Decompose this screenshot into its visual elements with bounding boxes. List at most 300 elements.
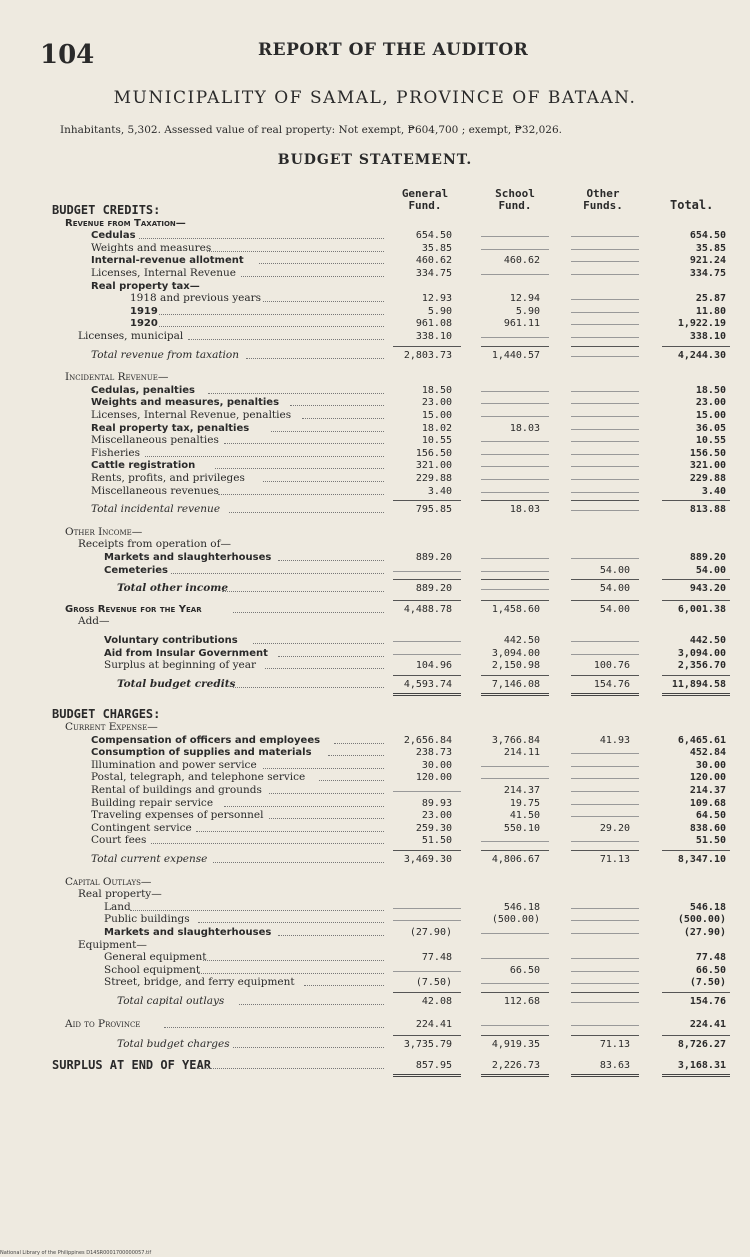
row-label: Miscellaneous revenues xyxy=(91,484,219,497)
row-label: Court fees xyxy=(91,834,147,847)
empty-cell-rule xyxy=(393,971,461,972)
total-value: 156.50 xyxy=(689,447,726,459)
budget-row xyxy=(0,459,750,472)
leader-dots xyxy=(224,443,384,444)
row-label: Total current expense xyxy=(91,853,208,865)
sum-rule xyxy=(393,850,461,851)
row-label: Total budget charges xyxy=(117,1038,230,1051)
school-fund-value: 442.50 xyxy=(503,635,540,646)
row-label: Total incidental revenue xyxy=(91,503,221,516)
row-label: Other Income— xyxy=(65,525,143,538)
leader-dots xyxy=(265,668,384,669)
scan-footer: National Library of the Philippines D14SR0001700000057.tif xyxy=(0,1250,152,1256)
leader-dots xyxy=(278,935,384,936)
row-label: BUDGET CHARGES: xyxy=(52,707,161,722)
leader-dots xyxy=(263,301,384,302)
sum-rule xyxy=(481,579,549,580)
budget-row xyxy=(0,371,750,384)
total-value: 77.48 xyxy=(695,952,726,964)
row-label: Consumption of supplies and materials xyxy=(91,747,312,759)
total-value: (500.00) xyxy=(677,914,726,926)
sum-rule xyxy=(393,675,461,676)
empty-cell-rule xyxy=(571,403,639,404)
general-fund-value: 460.62 xyxy=(415,255,452,267)
empty-cell-rule xyxy=(393,920,461,921)
budget-row xyxy=(0,659,750,672)
general-fund-value: 238.73 xyxy=(415,747,452,759)
row-label: Markets and slaughterhouses xyxy=(104,552,272,563)
row-label: Compensation of officers and employees xyxy=(91,734,321,746)
sum-rule xyxy=(662,600,730,601)
empty-cell-rule xyxy=(571,441,639,442)
total-value: 943.20 xyxy=(689,583,726,595)
empty-cell-rule xyxy=(571,356,639,357)
sum-rule xyxy=(571,579,639,580)
budget-row xyxy=(0,678,750,691)
double-rule xyxy=(393,693,461,696)
leader-dots xyxy=(159,326,384,327)
row-label: Markets and slaughterhouses xyxy=(104,927,272,938)
total-value: 64.50 xyxy=(695,810,726,822)
empty-cell-rule xyxy=(481,274,549,275)
sum-rule xyxy=(393,1035,461,1036)
empty-cell-rule xyxy=(571,261,639,262)
general-fund-value: 3.40 xyxy=(427,485,452,497)
row-label: Aid to Province xyxy=(65,1017,141,1030)
leader-dots xyxy=(319,780,384,781)
total-value: 3,094.00 xyxy=(677,647,726,659)
double-rule xyxy=(481,693,549,696)
total-value: 35.85 xyxy=(695,242,726,254)
empty-cell-rule xyxy=(393,791,461,792)
row-label: Postal, telegraph, and telephone service xyxy=(91,771,306,784)
school-fund-value: 4,919.35 xyxy=(491,1039,540,1051)
sum-rule xyxy=(662,992,730,993)
general-fund-value: 961.08 xyxy=(415,318,452,330)
row-label: Current Expense— xyxy=(65,721,158,733)
school-fund-value: 3,094.00 xyxy=(491,647,540,659)
school-fund-value: 2,226.73 xyxy=(491,1059,540,1071)
row-label: BUDGET CREDITS: xyxy=(52,203,161,217)
row-label: Weights and measures xyxy=(91,241,212,254)
row-label: SURPLUS AT END OF YEAR xyxy=(52,1057,211,1072)
empty-cell-rule xyxy=(571,429,639,430)
row-label: Total capital outlays xyxy=(117,995,225,1007)
school-fund-value: 112.68 xyxy=(503,996,540,1007)
sum-rule xyxy=(481,992,549,993)
empty-cell-rule xyxy=(393,641,461,642)
empty-cell-rule xyxy=(481,236,549,237)
budget-row xyxy=(0,551,750,564)
row-label: Land xyxy=(104,900,131,913)
empty-cell-rule xyxy=(481,589,549,590)
empty-cell-rule xyxy=(571,466,639,467)
school-fund-value: 18.03 xyxy=(509,422,540,434)
school-fund-value: 1,458.60 xyxy=(491,603,540,615)
empty-cell-rule xyxy=(481,466,549,467)
leader-dots xyxy=(233,1047,384,1048)
total-value: 51.50 xyxy=(695,835,726,847)
empty-cell-rule xyxy=(571,558,639,559)
empty-cell-rule xyxy=(571,492,639,493)
school-fund-value: 7,146.08 xyxy=(491,678,540,690)
leader-dots xyxy=(222,591,384,592)
leader-dots xyxy=(233,612,384,613)
empty-cell-rule xyxy=(571,958,639,959)
budget-row xyxy=(0,292,750,305)
general-fund-value: 4,488.78 xyxy=(403,603,452,615)
leader-dots xyxy=(164,1027,385,1028)
row-label: Licenses, municipal xyxy=(78,330,184,342)
leader-dots xyxy=(203,960,384,961)
budget-row xyxy=(0,647,750,660)
empty-cell-rule xyxy=(571,933,639,934)
school-fund-value: 19.75 xyxy=(509,797,540,809)
budget-row xyxy=(0,384,750,397)
total-value: 6,001.38 xyxy=(677,603,726,615)
row-label: Aid from Insular Government xyxy=(104,647,268,659)
budget-row xyxy=(0,797,750,810)
municipality-title: MUNICIPALITY OF SAMAL, PROVINCE OF BATAAN. xyxy=(113,88,637,108)
empty-cell-rule xyxy=(571,324,639,325)
sum-rule xyxy=(571,1035,639,1036)
row-label: Voluntary contributions xyxy=(104,635,238,646)
total-value: 546.18 xyxy=(689,901,726,913)
budget-row xyxy=(0,771,750,784)
budget-row xyxy=(0,834,750,847)
budget-row xyxy=(0,434,750,447)
school-fund-value: 460.62 xyxy=(503,255,540,267)
budget-row xyxy=(0,280,750,293)
leader-dots xyxy=(196,831,384,832)
sum-rule xyxy=(571,675,639,676)
total-value: 224.41 xyxy=(689,1018,726,1030)
sum-rule xyxy=(662,850,730,851)
general-fund-value: 12.93 xyxy=(421,293,452,305)
budget-row xyxy=(0,964,750,977)
budget-row xyxy=(0,634,750,647)
leader-dots xyxy=(278,560,384,561)
leader-dots xyxy=(263,768,384,769)
empty-cell-rule xyxy=(481,479,549,480)
general-fund-value: (7.50) xyxy=(415,977,452,989)
empty-cell-rule xyxy=(393,654,461,655)
running-head: REPORT OF THE AUDITOR xyxy=(258,40,529,60)
school-fund-value: 18.03 xyxy=(509,504,540,516)
total-value: 6,465.61 xyxy=(677,734,726,746)
budget-row xyxy=(0,582,750,595)
empty-cell-rule xyxy=(571,983,639,984)
budget-row xyxy=(0,809,750,822)
row-label: Licenses, Internal Revenue xyxy=(91,267,236,279)
leader-dots xyxy=(198,922,384,923)
row-label: Real property tax— xyxy=(91,280,200,292)
leader-dots xyxy=(269,818,384,819)
row-label: Building repair service xyxy=(91,796,214,809)
inhabitants-line: Inhabitants, 5,302. Assessed value of real property: Not exempt, ₱604,700 ; exempt, ₱32,026. xyxy=(60,124,562,136)
column-header-general: General Fund. xyxy=(401,187,449,212)
row-label: Incidental Revenue— xyxy=(65,371,169,384)
general-fund-value: 15.00 xyxy=(421,410,452,421)
total-value: 214.37 xyxy=(689,785,726,796)
school-fund-value: 66.50 xyxy=(509,964,540,976)
leader-dots xyxy=(263,481,384,482)
school-fund-value: 12.94 xyxy=(509,293,540,305)
total-value: 154.76 xyxy=(689,996,726,1007)
empty-cell-rule xyxy=(571,1025,639,1026)
empty-cell-rule xyxy=(571,753,639,754)
total-value: 654.50 xyxy=(689,230,726,242)
general-fund-value: 42.08 xyxy=(421,996,452,1007)
row-label: Cemeteries xyxy=(104,564,168,576)
row-label: Add— xyxy=(78,615,110,628)
empty-cell-rule xyxy=(481,441,549,442)
row-label: Miscellaneous penalties xyxy=(91,434,219,447)
empty-cell-rule xyxy=(571,920,639,921)
total-value: 813.88 xyxy=(689,504,726,516)
budget-row xyxy=(0,784,750,797)
leader-dots xyxy=(215,468,384,469)
row-label: Total budget credits xyxy=(117,677,236,690)
empty-cell-rule xyxy=(571,654,639,655)
empty-cell-rule xyxy=(571,416,639,417)
total-value: 36.05 xyxy=(695,422,726,434)
school-fund-value: 2,150.98 xyxy=(491,660,540,672)
row-label: 1918 and previous years xyxy=(130,292,262,305)
page-number: 104 xyxy=(40,40,95,70)
empty-cell-rule xyxy=(481,841,549,842)
row-label: 1920 xyxy=(130,318,158,330)
budget-row xyxy=(0,615,750,628)
sum-rule xyxy=(662,346,730,347)
general-fund-value: 51.50 xyxy=(421,835,452,847)
empty-cell-rule xyxy=(481,766,549,767)
budget-row xyxy=(0,305,750,318)
budget-row xyxy=(0,1018,750,1031)
other-funds-value: 54.00 xyxy=(599,583,630,595)
row-label: Surplus at beginning of year xyxy=(104,659,257,672)
school-fund-value: 1,440.57 xyxy=(491,349,540,361)
leader-dots xyxy=(198,973,384,974)
row-label: Licenses, Internal Revenue, penalties xyxy=(91,409,292,421)
total-value: 23.00 xyxy=(695,397,726,409)
total-value: 15.00 xyxy=(695,410,726,421)
empty-cell-rule xyxy=(571,804,639,805)
empty-cell-rule xyxy=(481,778,549,779)
budget-row xyxy=(0,1038,750,1051)
empty-cell-rule xyxy=(481,492,549,493)
budget-row xyxy=(0,564,750,577)
other-funds-value: 71.13 xyxy=(599,1039,630,1051)
budget-row xyxy=(0,708,750,721)
sum-rule xyxy=(481,346,549,347)
row-label: Internal-revenue allotment xyxy=(91,255,244,267)
budget-row xyxy=(0,746,750,759)
row-label: Total other income xyxy=(117,582,229,595)
empty-cell-rule xyxy=(481,933,549,934)
leader-dots xyxy=(218,494,384,495)
total-value: 120.00 xyxy=(689,772,726,784)
row-label: Cedulas, penalties xyxy=(91,384,195,396)
general-fund-value: 89.93 xyxy=(421,797,452,809)
sum-rule xyxy=(393,992,461,993)
general-fund-value: 334.75 xyxy=(415,268,452,279)
empty-cell-rule xyxy=(571,766,639,767)
sum-rule xyxy=(571,600,639,601)
total-value: 3,168.31 xyxy=(677,1059,726,1071)
budget-row xyxy=(0,1059,750,1072)
general-fund-value: 156.50 xyxy=(415,447,452,459)
budget-row xyxy=(0,349,750,362)
budget-row xyxy=(0,330,750,343)
column-header-other: Other Funds. xyxy=(583,187,623,212)
empty-cell-rule xyxy=(481,571,549,572)
empty-cell-rule xyxy=(571,908,639,909)
general-fund-value: 857.95 xyxy=(415,1059,452,1071)
row-label: Street, bridge, and ferry equipment xyxy=(104,976,295,989)
school-fund-value: 4,806.67 xyxy=(491,854,540,865)
sum-rule xyxy=(662,1035,730,1036)
empty-cell-rule xyxy=(481,416,549,417)
budget-row xyxy=(0,254,750,267)
total-value: 11.80 xyxy=(695,305,726,317)
other-funds-value: 54.00 xyxy=(599,564,630,576)
row-label: Fisheries xyxy=(91,446,140,459)
budget-row xyxy=(0,217,750,230)
empty-cell-rule xyxy=(571,841,639,842)
row-label: Total revenue from taxation xyxy=(91,348,239,361)
budget-row xyxy=(0,822,750,835)
sum-rule xyxy=(393,500,461,501)
total-value: (27.90) xyxy=(683,927,726,938)
leader-dots xyxy=(171,573,384,574)
empty-cell-rule xyxy=(571,312,639,313)
empty-cell-rule xyxy=(571,778,639,779)
general-fund-value: 120.00 xyxy=(415,772,452,784)
school-fund-value: (500.00) xyxy=(491,914,540,926)
budget-row xyxy=(0,901,750,914)
empty-cell-rule xyxy=(481,958,549,959)
other-funds-value: 54.00 xyxy=(599,603,630,615)
empty-cell-rule xyxy=(571,1002,639,1003)
row-label: Receipts from operation of— xyxy=(78,538,232,551)
total-value: 229.88 xyxy=(689,473,726,484)
row-label: General equipment xyxy=(104,951,207,964)
total-value: 18.50 xyxy=(695,384,726,396)
leader-dots xyxy=(334,743,384,744)
general-fund-value: 104.96 xyxy=(415,660,452,672)
row-label: Equipment— xyxy=(78,938,147,951)
budget-row xyxy=(0,913,750,926)
leader-dots xyxy=(213,862,384,863)
general-fund-value: 23.00 xyxy=(421,397,452,409)
general-fund-value: 321.00 xyxy=(415,460,452,472)
empty-cell-rule xyxy=(571,791,639,792)
total-value: 25.87 xyxy=(695,293,726,305)
total-value: 54.00 xyxy=(695,564,726,576)
budget-row xyxy=(0,503,750,516)
empty-cell-rule xyxy=(571,391,639,392)
sum-rule xyxy=(662,500,730,501)
budget-row xyxy=(0,876,750,889)
row-label: Contingent service xyxy=(91,821,192,834)
row-label: Capital Outlays— xyxy=(65,875,152,888)
empty-cell-rule xyxy=(571,479,639,480)
total-value: 334.75 xyxy=(689,268,726,279)
row-label: Rental of buildings and grounds xyxy=(91,784,262,796)
total-value: 2,356.70 xyxy=(677,660,726,672)
leader-dots xyxy=(224,806,384,807)
total-value: 442.50 xyxy=(689,635,726,646)
budget-row xyxy=(0,242,750,255)
leader-dots xyxy=(145,456,384,457)
general-fund-value: 18.02 xyxy=(421,422,452,434)
total-value: 921.24 xyxy=(689,255,726,267)
leader-dots xyxy=(269,793,384,794)
general-fund-value: (27.90) xyxy=(409,927,452,938)
general-fund-value: 795.85 xyxy=(415,504,452,516)
total-value: 3.40 xyxy=(701,485,726,497)
double-rule xyxy=(571,1074,639,1077)
budget-row xyxy=(0,603,750,616)
leader-dots xyxy=(271,431,384,432)
budget-row xyxy=(0,317,750,330)
leader-dots xyxy=(208,393,384,394)
sum-rule xyxy=(481,1035,549,1036)
general-fund-value: 338.10 xyxy=(415,331,452,342)
budget-row xyxy=(0,447,750,460)
school-fund-value: 546.18 xyxy=(503,901,540,913)
general-fund-value: 30.00 xyxy=(421,759,452,771)
sum-rule xyxy=(481,600,549,601)
sum-rule xyxy=(662,675,730,676)
empty-cell-rule xyxy=(571,236,639,237)
other-funds-value: 71.13 xyxy=(599,854,630,865)
leader-dots xyxy=(290,405,384,406)
other-funds-value: 41.93 xyxy=(599,734,630,746)
other-funds-value: 154.76 xyxy=(593,678,630,690)
leader-dots xyxy=(241,276,384,277)
budget-row xyxy=(0,538,750,551)
budget-row xyxy=(0,759,750,772)
leader-dots xyxy=(278,656,384,657)
empty-cell-rule xyxy=(571,337,639,338)
total-value: 889.20 xyxy=(689,552,726,563)
column-header-total: Total. xyxy=(670,198,714,212)
general-fund-value: 23.00 xyxy=(421,810,452,822)
sum-rule xyxy=(393,346,461,347)
leader-dots xyxy=(233,687,384,688)
sum-rule xyxy=(571,992,639,993)
double-rule xyxy=(393,1074,461,1077)
sum-rule xyxy=(662,579,730,580)
budget-row xyxy=(0,853,750,866)
school-fund-value: 41.50 xyxy=(509,810,540,822)
budget-row xyxy=(0,485,750,498)
general-fund-value: 35.85 xyxy=(421,242,452,254)
school-fund-value: 5.90 xyxy=(515,305,540,317)
empty-cell-rule xyxy=(481,1025,549,1026)
row-label: Revenue from Taxation— xyxy=(65,217,186,229)
general-fund-value: 3,735.79 xyxy=(403,1039,452,1051)
budget-row xyxy=(0,526,750,539)
general-fund-value: 3,469.30 xyxy=(403,854,452,865)
total-value: 30.00 xyxy=(695,759,726,771)
empty-cell-rule xyxy=(571,510,639,511)
general-fund-value: 5.90 xyxy=(427,305,452,317)
total-value: 1,922.19 xyxy=(677,318,726,330)
other-funds-value: 100.76 xyxy=(593,660,630,672)
